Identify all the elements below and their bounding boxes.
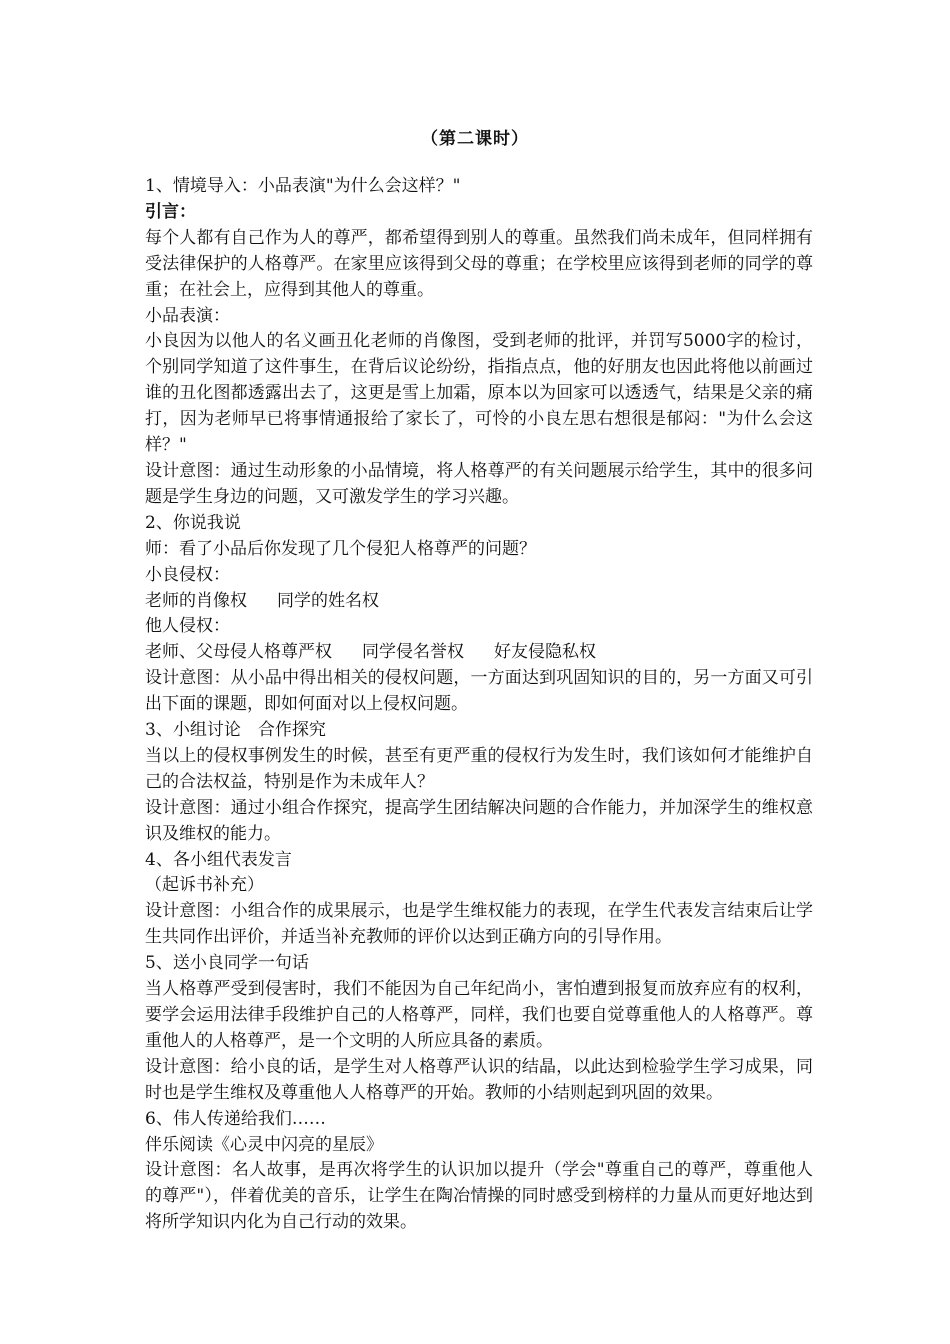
infringement-item: 同学侵名誉权	[362, 642, 464, 663]
skit-paragraph: 小良因为以他人的名义画丑化老师的肖像图，受到老师的批评，并罚写5000字的检讨，个别同学知道了这件事生，在背后议论纷纷，指指点点，他的好朋友也因此将他以前画过谁的丑化图都透露出去了，这更是雪上加霜，原本以为回家可以透透气，结果是父亲的痛打，因为老师早已将事情通报给了家长了，可怜的小良左思右想很是郁闷："为什么会这样？"	[145, 331, 813, 456]
infringement-item: 好友侵隐私权	[494, 642, 596, 663]
others-infringement-label: 他人侵权：	[145, 616, 230, 637]
section-5-intent: 设计意图：给小良的话，是学生对人格尊严认识的结晶，以此达到检验学生学习成果，同时也是学生维权及尊重他人人格尊严的开始。教师的小结则起到巩固的效果。	[145, 1056, 813, 1103]
section-3-heading-a: 3、小组讨论	[145, 720, 241, 741]
intro-label: 引言：	[145, 201, 196, 222]
section-6-reading: 伴乐阅读《心灵中闪亮的星辰》	[145, 1134, 383, 1155]
section-3-intent: 设计意图：通过小组合作探究，提高学生团结解决问题的合作能力，并加深学生的维权意识及维权的能力。	[145, 797, 813, 844]
infringement-item: 同学的姓名权	[277, 590, 379, 611]
section-5-paragraph: 当人格尊严受到侵害时，我们不能因为自己年纪尚小，害怕遭到报复而放弃应有的权利，要学会运用法律手段维护自己的人格尊严，同样，我们也要自觉尊重他人的人格尊严。尊重他人的人格尊严，是一个文明的人所应具备的素质。	[145, 979, 813, 1051]
section-1-heading: 1、情境导入：小品表演"为什么会这样？"	[145, 176, 461, 196]
document-body	[145, 174, 813, 1236]
skit-label: 小品表演：	[145, 305, 230, 326]
intro-paragraph: 每个人都有自己作为人的尊严，都希望得到别人的尊重。虽然我们尚未成年，但同样拥有受法律保护的人格尊严。在家里应该得到父母的尊重；在学校里应该得到老师的同学的尊重；在社会上，应得到其他人的尊重。	[145, 227, 813, 300]
section-6-heading: 6、伟人传递给我们……	[145, 1108, 326, 1129]
section-4-heading: 4、各小组代表发言	[145, 849, 292, 870]
section-3-heading	[145, 718, 813, 744]
infringement-item: 老师、父母侵人格尊严权	[145, 642, 332, 663]
xiaoliang-infringement-list	[145, 589, 813, 615]
section-1-intent: 设计意图：通过生动形象的小品情境，将人格尊严的有关问题展示给学生，其中的很多问题是学生身边的问题，又可激发学生的学习兴趣。	[145, 460, 813, 507]
section-2-heading: 2、你说我说	[145, 512, 241, 533]
section-4-note: （起诉书补充）	[145, 875, 264, 896]
xiaoliang-infringement-label: 小良侵权：	[145, 564, 230, 585]
others-infringement-list	[145, 640, 813, 666]
section-2-intent: 设计意图：从小品中得出相关的侵权问题，一方面达到巩固知识的目的，另一方面又可引出下面的课题，即如何面对以上侵权问题。	[145, 668, 813, 715]
infringement-item: 老师的肖像权	[145, 590, 247, 611]
section-3-paragraph: 当以上的侵权事例发生的时候，甚至有更严重的侵权行为发生时，我们该如何才能维护自己的合法权益，特别是作为未成年人？	[145, 745, 813, 792]
section-4-intent: 设计意图：小组合作的成果展示，也是学生维权能力的表现，在学生代表发言结束后让学生共同作出评价，并适当补充教师的评价以达到正确方向的引导作用。	[145, 901, 813, 948]
section-3-heading-b: 合作探究	[257, 720, 326, 741]
page-title: （第二课时）	[421, 129, 529, 149]
section-6-intent: 设计意图：名人故事，是再次将学生的认识加以提升（学会"尊重自己的尊严，尊重他人的尊严"），伴着优美的音乐，让学生在陶冶情操的同时感受到榜样的力量从而更好地达到将所学知识内化为自己行动的效果。	[145, 1160, 813, 1233]
section-5-heading: 5、送小良同学一句话	[145, 953, 309, 974]
teacher-question: 师：看了小品后你发现了几个侵犯人格尊严的问题？	[145, 538, 536, 559]
